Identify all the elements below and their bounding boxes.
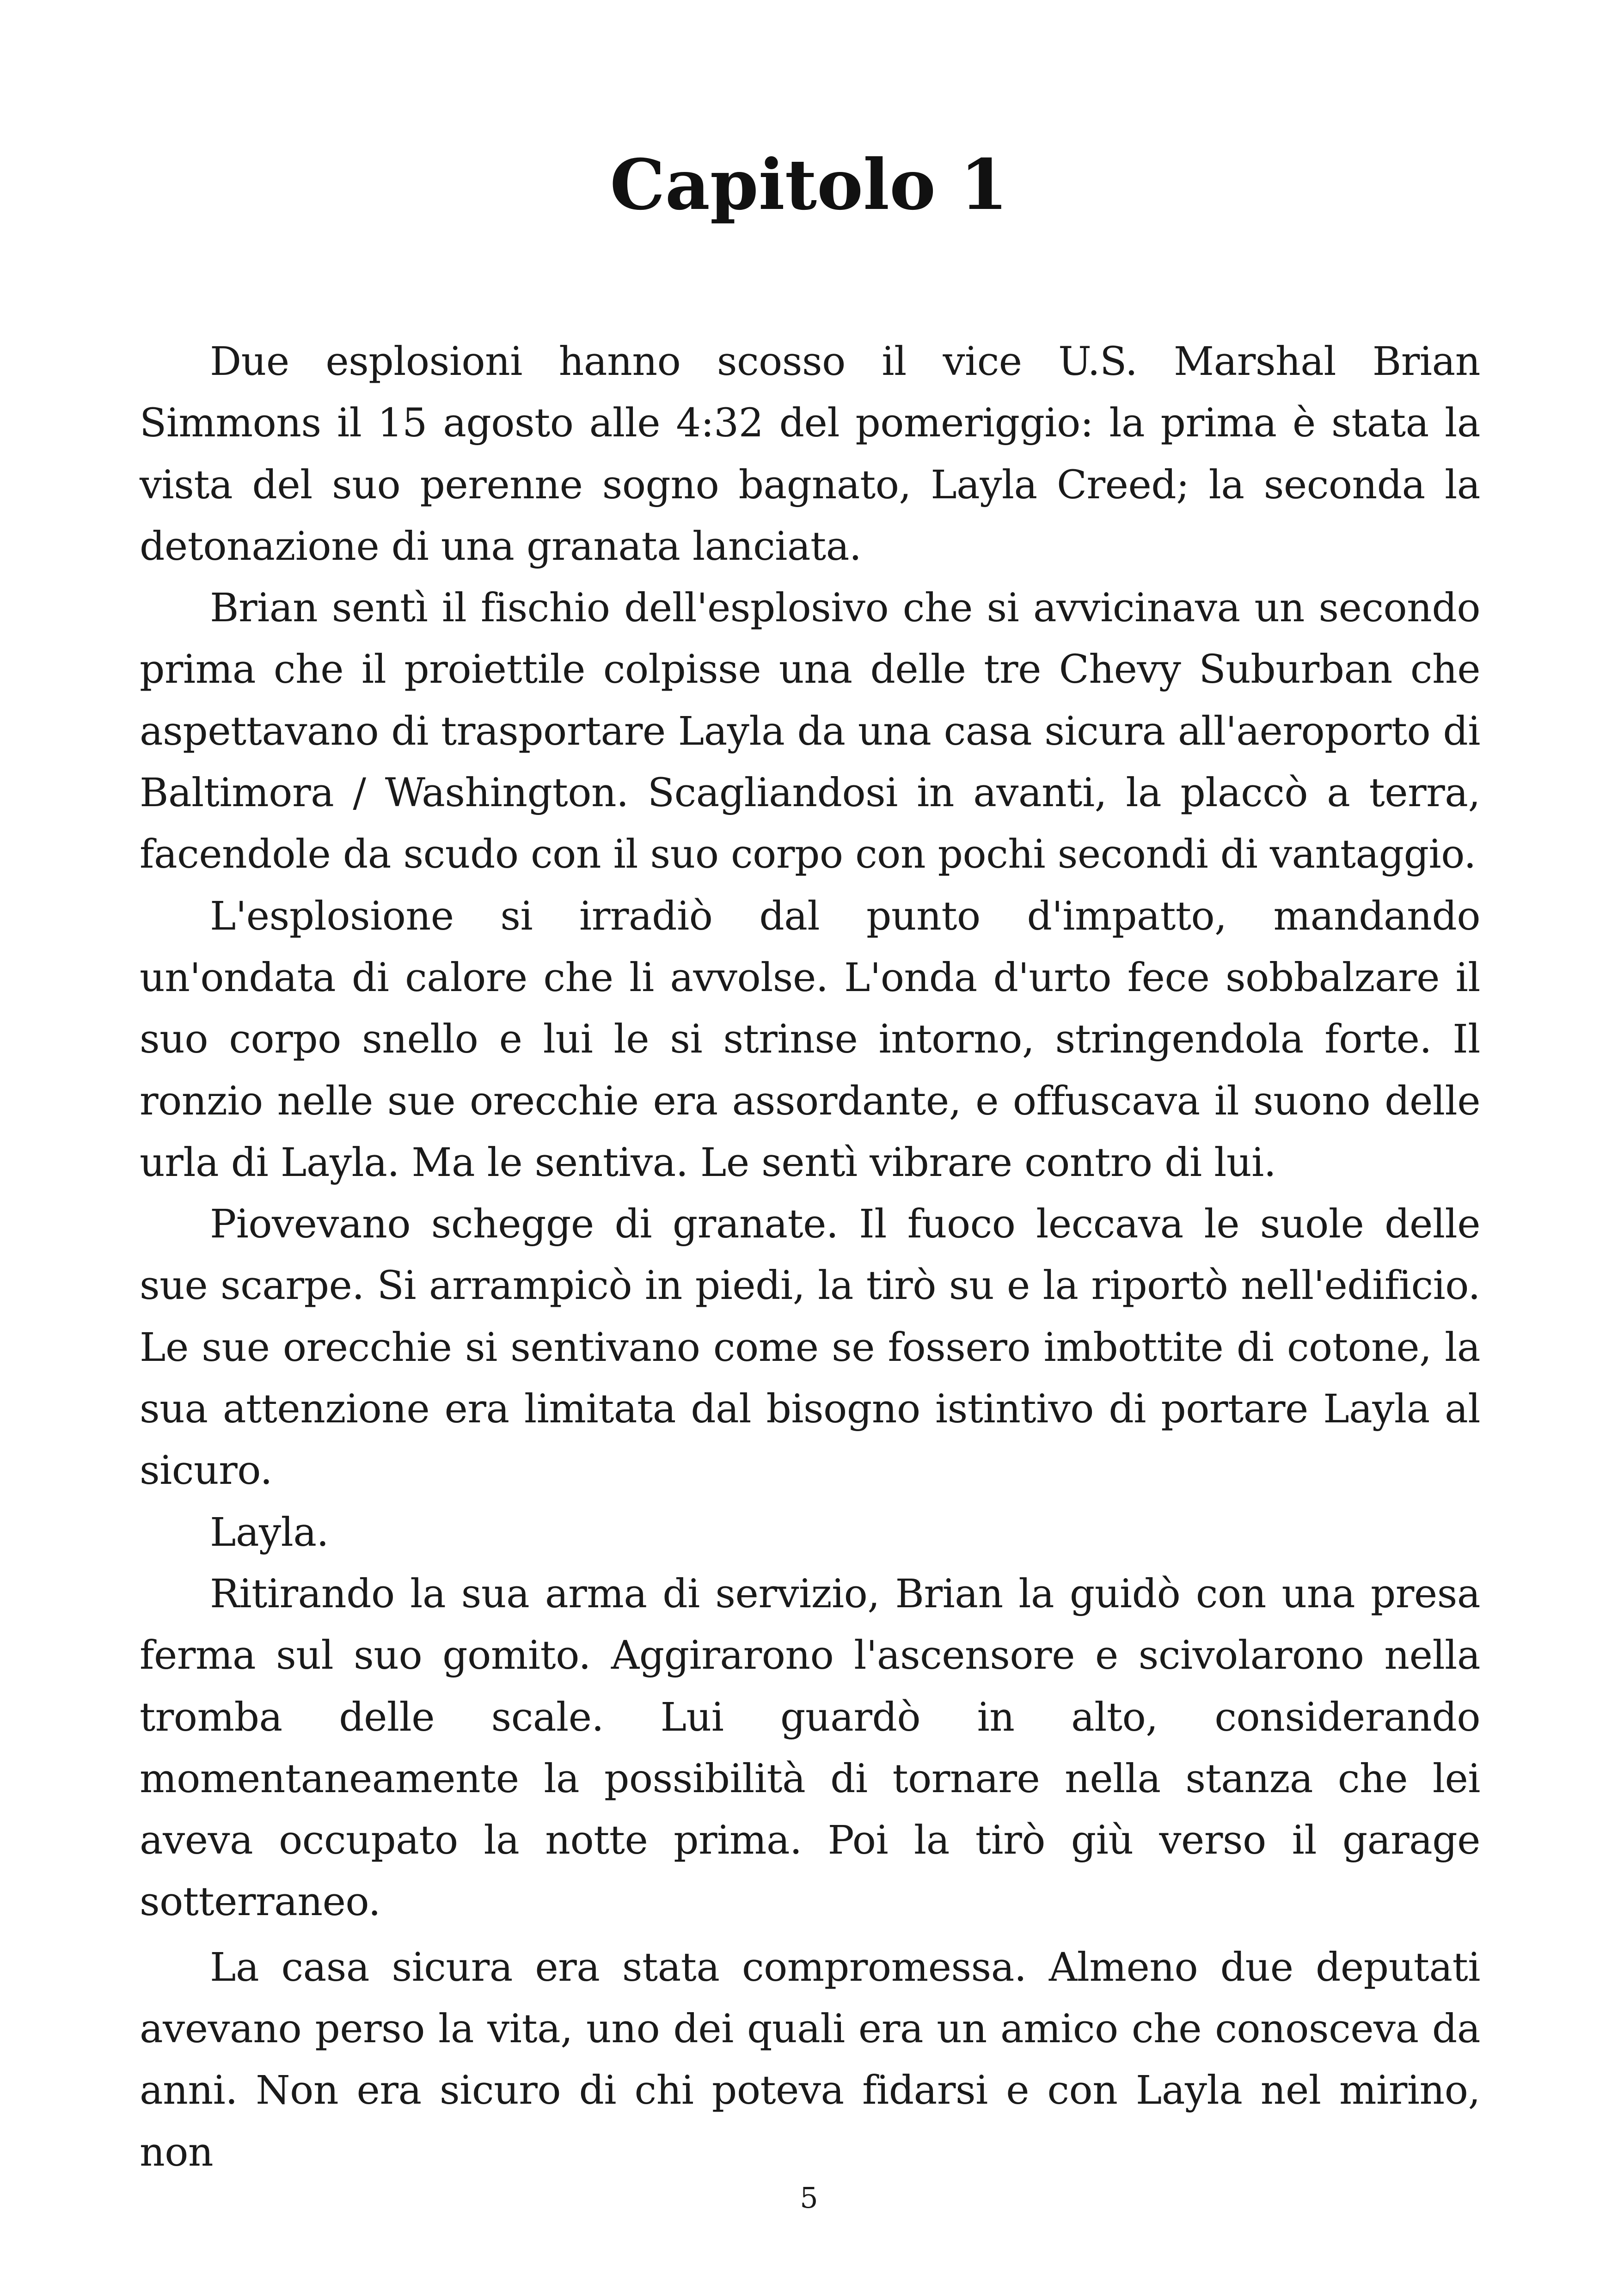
paragraph: Piovevano schegge di granate. Il fuoco leccava le suole delle sue scarpe. Si arrampicò in piedi, la tirò su e la riportò nell'edificio. Le sue orecchie si sentivano come se fossero imbottite di cotone, la sua attenzione era limitata dal bisogno istintivo di portare Layla al sicuro.	[140, 1201, 1480, 1494]
page-number: 5	[800, 2181, 818, 2215]
paragraph: L'esplosione si irradiò dal punto d'impatto, mandando un'ondata di calore che li avvolse. L'onda d'urto fece sobbalzare il suo corpo snello e lui le si strinse intorno, stringendola forte. Il ronzio nelle sue orecchie era assordante, e offuscava il suono delle urla di Layla. Ma le sentiva. Le sentì vibrare contro di lui.	[140, 893, 1480, 1186]
paragraph: Layla.	[210, 1509, 329, 1555]
paragraph: Due esplosioni hanno scosso il vice U.S. Marshal Brian Simmons il 15 agosto alle 4:32 del pomeriggio: la prima è stata la vista del suo perenne sogno bagnato, Layla Creed; la seconda la detonazione di una granata lanciata.	[140, 339, 1480, 569]
paragraph: Brian sentì il fischio dell'esplosivo che si avvicinava un secondo prima che il proiettile colpisse una delle tre Chevy Suburban che aspettavano di trasportare Layla da una casa sicura all'aeroporto di Baltimora / Washington. Scagliandosi in avanti, la placcò a terra, facendole da scudo con il suo corpo con pochi secondi di vantaggio.	[140, 585, 1480, 878]
paragraph: Ritirando la sua arma di servizio, Brian la guidò con una presa ferma sul suo gomito. Aggirarono l'ascensore e scivolarono nella tromba delle scale. Lui guardò in alto, considerando momentaneamente la possibilità di tornare nella stanza che lei aveva occupato la notte prima. Poi la tirò giù verso il garage sotterraneo.	[140, 1571, 1480, 1925]
chapter-body	[140, 331, 1480, 2183]
chapter-title: Capitolo 1	[610, 144, 1008, 226]
paragraph: La casa sicura era stata compromessa. Almeno due deputati avevano perso la vita, uno dei quali era un amico che conosceva da anni. Non era sicuro di chi poteva fidarsi e con Layla nel mirino, non	[140, 1944, 1480, 2175]
